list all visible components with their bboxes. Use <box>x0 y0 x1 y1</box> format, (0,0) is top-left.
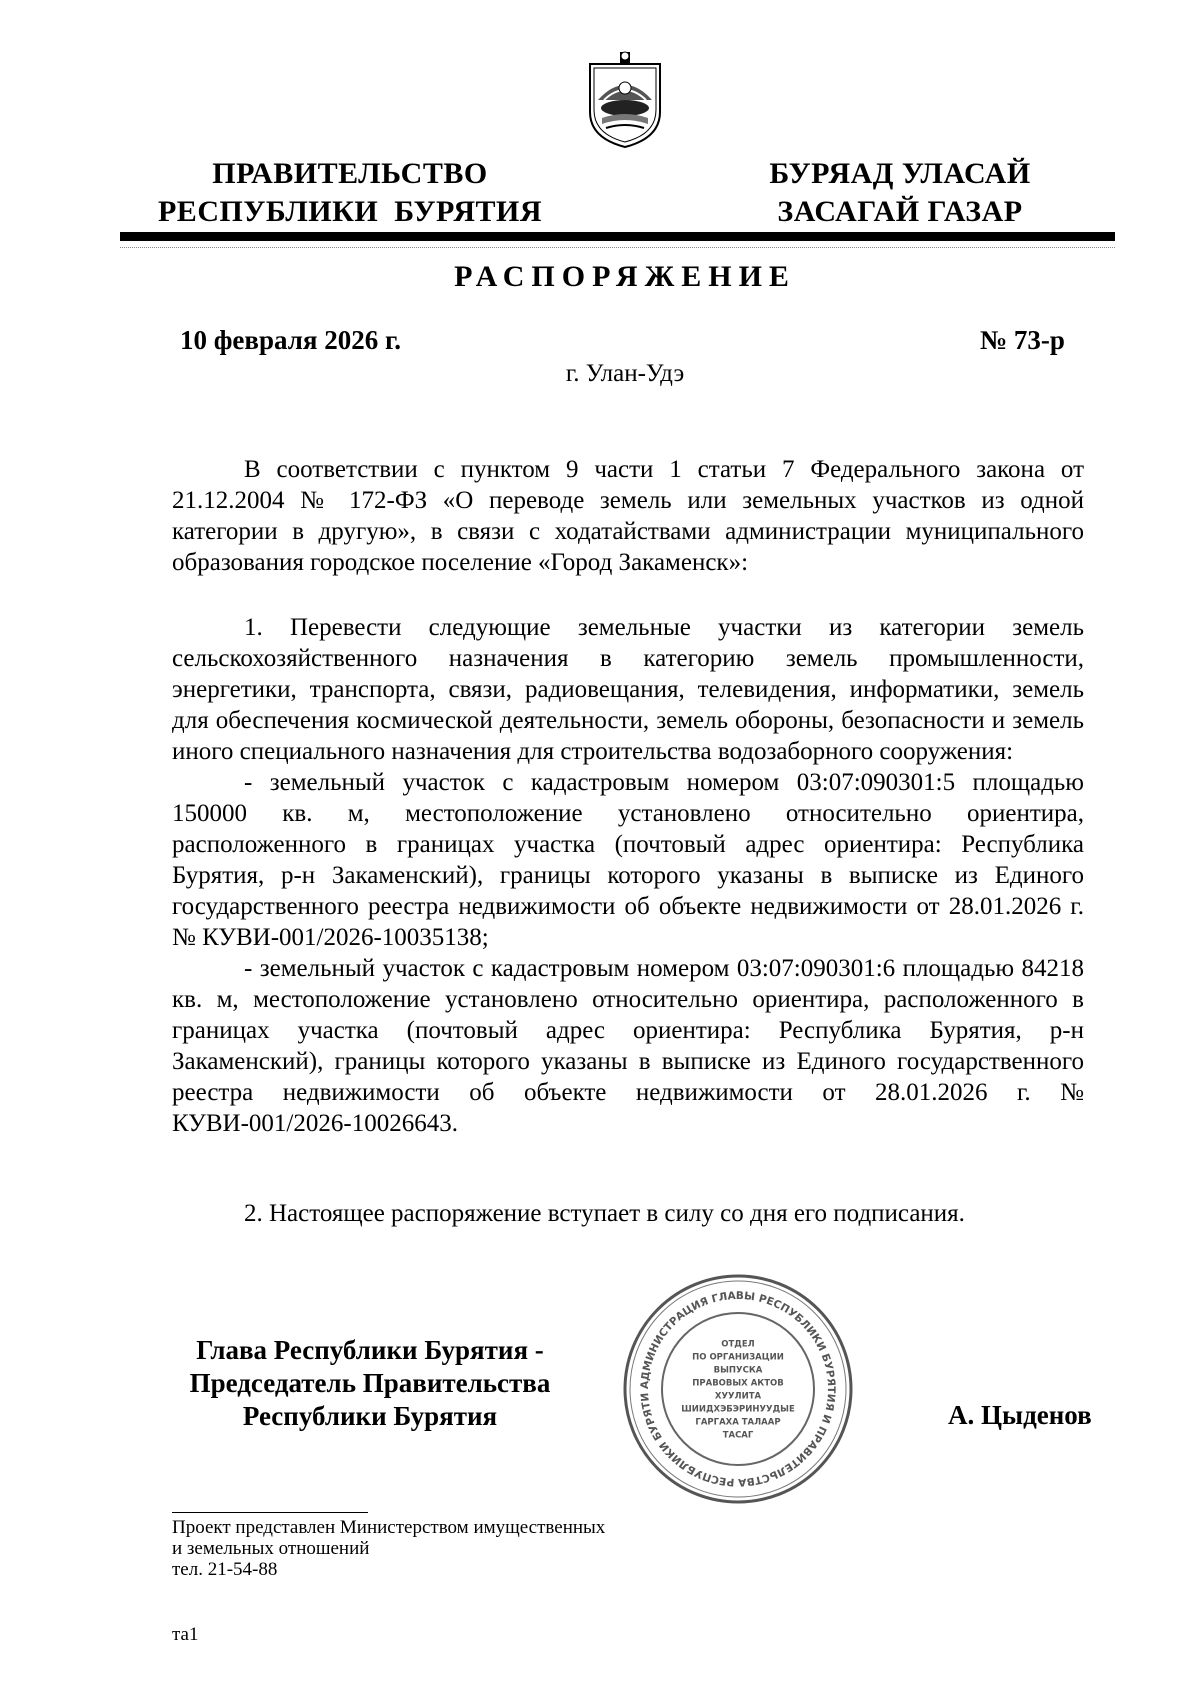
seal-center-line: ПО ОРГАНИЗАЦИИ <box>692 1352 784 1363</box>
coat-of-arms-icon <box>584 50 666 150</box>
official-seal-stamp <box>622 1273 854 1505</box>
seal-center-line: ОТДЕЛ <box>721 1339 755 1350</box>
item-2-block <box>172 1198 1084 1229</box>
signer-name: А. Цыденов <box>948 1400 1092 1430</box>
footnote-line-1: Проект представлен Министерством имущественных <box>172 1517 606 1538</box>
signer-title-line-2: Председатель Правительства <box>189 1368 551 1398</box>
header-thick-rule <box>120 232 1115 241</box>
issuer-name-russian <box>150 155 550 231</box>
seal-center-line: ПРАВОВЫХ АКТОВ <box>692 1378 784 1389</box>
seal-center-line: ТАСАГ <box>722 1430 754 1441</box>
plot-2-text: - земельный участок с кадастровым номером 03:07:090301:6 площадью 84218 кв. м, местоположение установлено относительно ориентира, расположенного в границах участка (почтовый адрес ориентира: Республика Бурятия, р-н Закаменский), границы которого указаны в выписке из Единого государственного реестра недвижимости об объекте недвижимости от 28.01.2026 г. № КУВИ-001/2026-10026643. <box>172 955 1084 1137</box>
plot-1-text: - земельный участок с кадастровым номером 03:07:090301:5 площадью 150000 кв. м, местоположение установлено относительно ориентира, расположенного в границах участка (почтовый адрес ориентира: Республика Бурятия, р-н Закаменский), границы которого указаны в выписке из Единого государственного реестра недвижимости об объекте недвижимости от 28.01.2026 г. № КУВИ-001/2026-10035138; <box>172 769 1084 951</box>
signer-title-line-1: Глава Республики Бурятия - <box>196 1335 544 1365</box>
document-number: № 73-р <box>980 325 1065 355</box>
preamble-text: В соответствии с пунктом 9 части 1 статьи 7 Федерального закона от 21.12.2004 № 172-ФЗ «О переводе земель или земельных участков из одной категории в другую», в связи с ходатайствами администрации муниципального образования городское поселение «Город Закаменск»: <box>172 456 1084 576</box>
seal-center-line: ГАРГАХА ТАЛААР <box>695 1417 781 1428</box>
signer-title <box>170 1334 570 1433</box>
item-1-block <box>172 612 1084 1139</box>
issuer-name-buryat <box>720 155 1080 231</box>
preamble-paragraph <box>172 454 1084 578</box>
seal-center-line: ШИИДХЭБЭРИНУУДЫЕ <box>681 1404 795 1415</box>
issuer-line-2: РЕСПУБЛИКИ БУРЯТИЯ <box>157 195 543 228</box>
document-city: г. Улан-Удэ <box>565 360 685 387</box>
issuer-line-1: ПРАВИТЕЛЬСТВО <box>212 157 488 190</box>
signer-title-line-3: Республики Бурятия <box>242 1401 498 1431</box>
footnote-rule <box>172 1512 368 1513</box>
document-code: та1 <box>172 1624 199 1645</box>
document-type-title: РАСПОРЯЖЕНИЕ <box>454 260 796 293</box>
issuer-buryat-line-2: ЗАСАГАЙ ГАЗАР <box>777 195 1023 228</box>
footnote-line-2: и земельных отношений <box>172 1538 370 1559</box>
item-1-text: 1. Перевести следующие земельные участки из категории земель сельскохозяйственного назначения в категорию земель промышленности, энергетики, транспорта, связи, радиовещания, телевидения, информатики, земель для обеспечения космической деятельности, земель обороны, безопасности и земель иного специального назначения для строительства водозаборного сооружения: <box>172 614 1084 765</box>
footnote-phone: тел. 21-54-88 <box>172 1559 278 1580</box>
seal-ring-text: АДМИНИСТРАЦИЯ ГЛАВЫ РЕСПУБЛИКИ БУРЯТИЯ И ПРАВИТЕЛЬСТВА РЕСПУБЛИКИ БУРЯТИ <box>638 1289 838 1489</box>
issuer-buryat-line-1: БУРЯАД УЛАСАЙ <box>769 157 1031 190</box>
document-date: 10 февраля 2026 г. <box>180 325 401 355</box>
footnote <box>172 1517 605 1580</box>
seal-center-line: ВЫПУСКА <box>713 1365 763 1376</box>
item-2-text: 2. Настоящее распоряжение вступает в силу со дня его подписания. <box>244 1200 965 1227</box>
header-thin-rule <box>120 247 1115 248</box>
seal-center-line: ХУУЛИТА <box>714 1391 762 1402</box>
